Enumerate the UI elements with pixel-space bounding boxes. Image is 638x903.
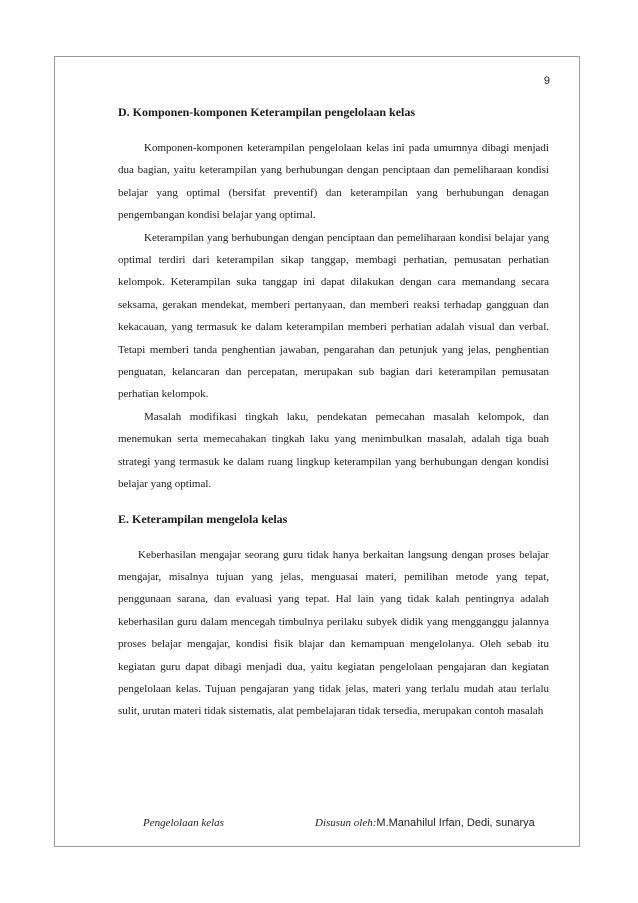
footer-title: Pengelolaan kelas [143,817,224,829]
footer-authors-label: Disusun oleh: [315,817,377,829]
footer-authors [315,817,535,829]
section-d-paragraph-3: Masalah modifikasi tingkah laku, pendekatan pemecahan masalah kelompok, dan menemukan serta memecahakan tingkah laku yang menimbulkan masalah, adalah tiga buah strategi yang termasuk ke dalam ruang lingkup keterampilan yang berhubungan dengan kondisi belajar yang optimal. [118,410,549,491]
section-e-paragraph-1: Keberhasilan mengajar seorang guru tidak hanya berkaitan langsung dengan proses belajar mengajar, misalnya tujuan yang jelas, menguasai materi, pemilihan metode yang tepat, penggunaan sarana, dan evaluasi yang tepat. Hal lain yang tidak kalah pentingnya adalah keberhasilan guru dalam mencegah timbulnya perilaku subyek didik yang mengganggu jalannya proses belajar mengajar, kondisi fisik blajar dan kemampuan mengelolanya. Oleh sebab itu kegiatan guru dapat dibagi menjadi dua, yaitu kegiatan pengelolaan pengajaran dan kegiatan pengelolaan kelas. Tujuan pengajaran yang tidak jelas, materi yang terlalu mudah atau terlalu sulit, urutan materi tidak sistematis, alat pembelajaran tidak tersedia, merupakan contoh masalah [118,548,549,718]
document-body [118,104,549,723]
footer-authors-names: M.Manahilul Irfan, Dedi, sunarya [376,817,535,829]
section-d-heading: D. Komponen-komponen Keterampilan pengelolaan kelas [118,105,416,119]
page-number: 9 [543,75,550,87]
section-d-paragraph-1: Komponen-komponen keterampilan pengelolaan kelas ini pada umumnya dibagi menjadi dua bagian, yaitu keterampilan yang berhubungan dengan penciptaan dan pemeliharaan kondisi belajar yang optimal (bersifat preventif) dan keterampilan yang berhubungan denagan pengembangan kondisi belajar yang optimal. [118,142,549,222]
section-d-paragraph-2: Keterampilan yang berhubungan dengan penciptaan dan pemeliharaan kondisi belajar yang optimal terdiri dari keterampilan sikap tanggap, membagi perhatian, pemusatan perhatian kelompok. Keterampilan suka tanggap ini dapat dilakukan dengan cara memandang secara seksama, gerakan mendekat, memberi pertanyaan, dan memberi reaksi terhadap gangguan dan kekacauan, yang termasuk ke dalam keterampilan memberi perhatian adalah visual dan verbal. Tetapi memberi tanda penghentian jawaban, pengarahan dan petunjuk yang jelas, penghentian penguatan, kelancaran dan percepatan, merupakan sub bagian dari keterampilan pemusatan perhatian kelompok. [118,231,549,401]
section-e-heading: E. Keterampilan mengelola kelas [118,511,288,526]
